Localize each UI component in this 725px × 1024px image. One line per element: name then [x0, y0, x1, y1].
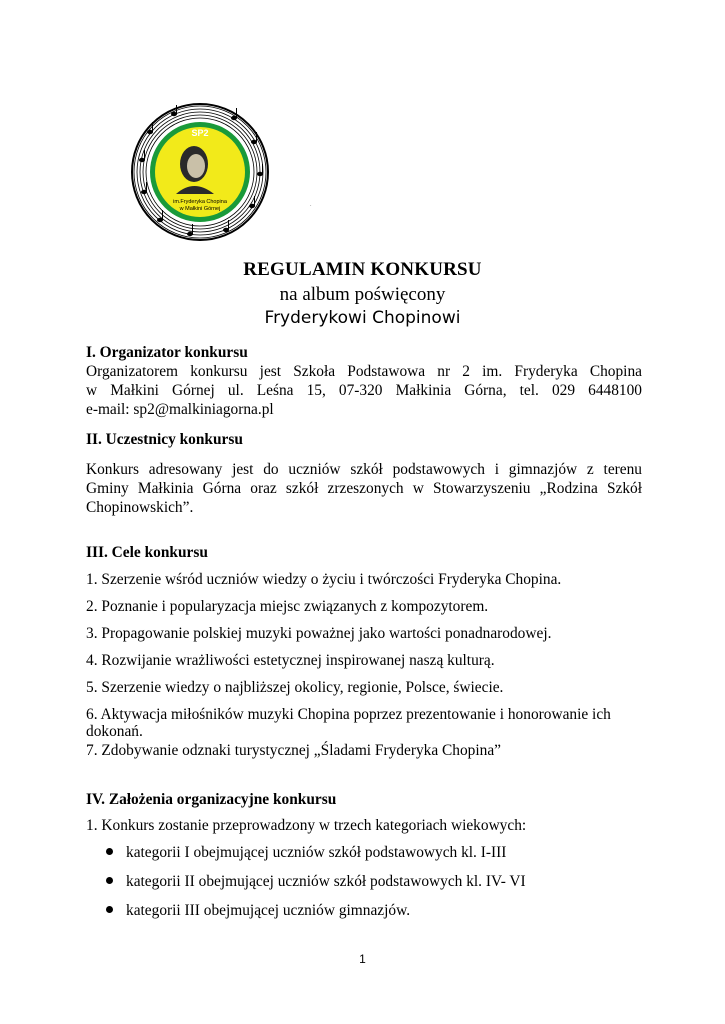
list-item-text: kategorii III obejmującej uczniów gimnazjów. — [126, 902, 411, 919]
title-line3: Fryderykowi Chopinowi — [264, 308, 461, 328]
list-item — [106, 873, 526, 891]
logo-top-text: SP2 — [191, 128, 209, 138]
section2-line1: Konkurs adresowany jest do uczniów szkół podstawowych i gimnazjów z terenu — [86, 461, 642, 478]
goal-item: 4. Rozwijanie wrażliwości estetycznej inspirowanej naszą kulturą. — [86, 652, 495, 669]
bullet-icon — [106, 848, 113, 855]
section1-line1: Organizatorem konkursu jest Szkoła Podstawowa nr 2 im. Fryderyka Chopina — [86, 363, 642, 380]
section2-line2: Gminy Małkinia Górna oraz szkół zrzeszonych w Stowarzyszeniu „Rodzina Szkół — [86, 480, 642, 497]
goal-item: 3. Propagowanie polskiej muzyki poważnej jako wartości ponadnarodowej. — [86, 625, 552, 642]
goal-item: 2. Poznanie i popularyzacja miejsc związanych z kompozytorem. — [86, 598, 489, 615]
section4-heading: IV. Założenia organizacyjne konkursu — [86, 791, 337, 808]
page-number: 1 — [359, 952, 366, 966]
list-item-text: kategorii II obejmującej uczniów szkół podstawowych kl. IV- VI — [126, 873, 526, 890]
section2-heading: II. Uczestnicy konkursu — [86, 431, 243, 448]
section3-heading: III. Cele konkursu — [86, 544, 208, 561]
goal-item: 5. Szerzenie wiedzy o najbliższej okolicy, regionie, Polsce, świecie. — [86, 679, 504, 696]
goal-item: 7. Zdobywanie odznaki turystycznej „Śladami Fryderyka Chopina” — [86, 742, 502, 759]
section1-line2: w Małkini Górnej ul. Leśna 15, 07-320 Małkinia Górna, tel. 029 6448100 — [86, 382, 642, 399]
list-item — [106, 844, 506, 862]
logo-line2: w Małkini Górnej — [179, 206, 221, 212]
title-line2: na album poświęcony — [279, 284, 446, 305]
goal-item: 6. Aktywacja miłośników muzyki Chopina poprzez prezentowanie i honorowanie ich — [86, 706, 611, 723]
goal-item-continuation: dokonań. — [86, 723, 143, 740]
school-logo — [130, 102, 270, 242]
title-line1: REGULAMIN KONKURSU — [243, 259, 482, 280]
section1-email: e-mail: sp2@malkiniagorna.pl — [86, 401, 274, 418]
list-item-text: kategorii I obejmującej uczniów szkół podstawowych kl. I-III — [126, 844, 507, 861]
goal-item: 1. Szerzenie wśród uczniów wiedzy o życiu i twórczości Fryderyka Chopina. — [86, 571, 562, 588]
section4-intro: 1. Konkurs zostanie przeprowadzony w trzech kategoriach wiekowych: — [86, 817, 527, 834]
bullet-icon — [106, 877, 113, 884]
section1-heading: I. Organizator konkursu — [86, 344, 248, 361]
stray-dot: . — [310, 202, 312, 208]
bullet-icon — [106, 906, 113, 913]
logo-line1: im.Fryderyka Chopina — [173, 199, 227, 205]
list-item — [106, 902, 410, 920]
section2-line3: Chopinowskich”. — [86, 499, 194, 516]
